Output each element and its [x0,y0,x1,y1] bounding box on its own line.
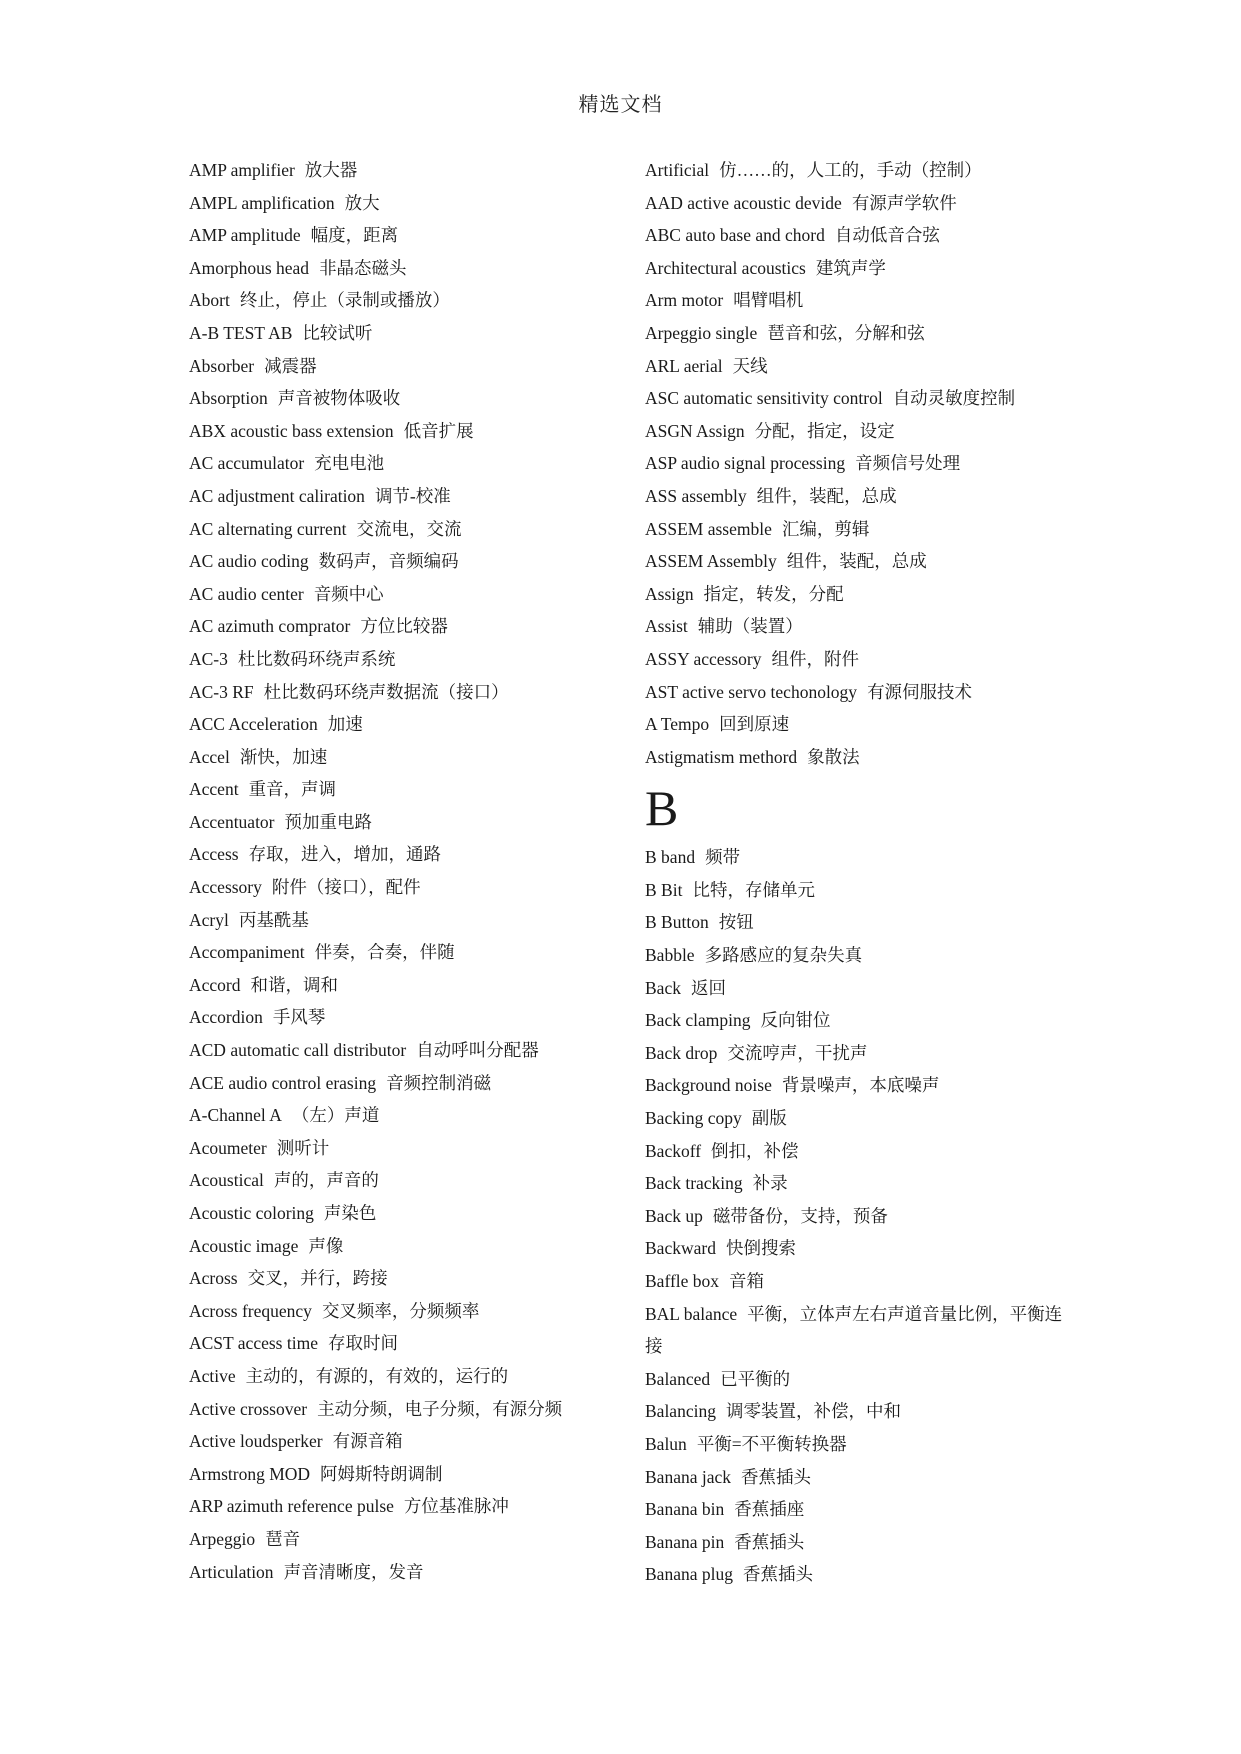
entry-term: Assist [645,616,688,637]
entry-term: AC audio coding [189,551,309,572]
glossary-entry [645,350,1075,383]
entry-term: ACD automatic call distributor [189,1040,407,1061]
entry-meaning: 比较试听 [302,322,373,343]
glossary-entry [189,350,629,383]
entry-term: B Button [645,912,709,933]
entry-term: AMPL amplification [189,192,335,213]
glossary-entry [645,1004,1075,1037]
entry-meaning: 声像 [308,1235,344,1256]
entry-meaning: 组件，附件 [771,648,859,669]
entry-term: Arm motor [645,290,724,311]
entry-meaning: 唱臂唱机 [733,290,804,311]
entry-term: AC-3 [189,648,228,669]
entry-meaning: 重音，声调 [248,779,337,800]
glossary-entry [189,1523,629,1556]
entry-meaning: 幅度，距离 [310,225,399,246]
glossary-entry [645,447,1075,480]
glossary-entry [189,284,629,317]
entry-term: Absorber [189,355,255,376]
entry-meaning: 反向钳位 [760,1010,831,1031]
glossary-entry [645,578,1075,611]
entry-term: B Bit [645,879,683,900]
glossary-entry [189,741,629,774]
glossary-entry [645,415,1075,448]
entry-meaning: 声染色 [323,1203,377,1223]
entry-meaning: 丙基酰基 [238,909,309,930]
entry-meaning: 频带 [705,847,741,868]
glossary-entry [645,1200,1075,1233]
entry-meaning: 方位基准脉冲 [403,1496,509,1517]
entry-term: ASS assembly [645,485,747,506]
entry-term: Acoustic coloring [189,1203,314,1223]
glossary-entry [189,187,629,220]
entry-term: AC accumulator [189,453,305,474]
glossary-entry [645,741,1075,774]
entry-meaning: 象散法 [807,746,860,767]
entry-meaning: 调零装置，补偿，中和 [725,1401,901,1422]
entry-term: Banana jack [645,1466,731,1487]
glossary-entry [189,1197,629,1230]
entry-meaning: 存取时间 [327,1333,398,1354]
entry-meaning: 副版 [751,1108,787,1129]
entry-meaning: 有源伺服技术 [867,681,973,702]
entry-term: Arpeggio single [645,322,758,343]
glossary-entry [645,513,1075,546]
glossary-entry [189,871,629,904]
glossary-entry [189,1132,629,1165]
entry-term: ASSY accessory [645,648,762,669]
entry-term: BAL balance [645,1303,738,1324]
right-entries-a [645,154,1075,773]
glossary-entry [189,904,629,937]
glossary-entry [189,447,629,480]
entry-term: Assign [645,583,694,604]
entry-term: Back up [645,1205,703,1226]
entry-term: AC azimuth comprator [189,616,351,637]
entry-meaning: 渐快，加速 [239,746,328,767]
entry-meaning: 声的，声音的 [273,1170,379,1191]
entry-term: Banana bin [645,1499,725,1520]
entry-meaning: 方位比较器 [360,616,448,637]
entry-term: Armstrong MOD [189,1463,311,1484]
entry-term: Balanced [645,1368,711,1389]
glossary-entry [645,1428,1075,1461]
entry-meaning: 音箱 [729,1271,765,1291]
glossary-entry [645,480,1075,513]
section-letter: B [645,780,679,837]
glossary-entry [189,936,629,969]
glossary-entry [189,219,629,252]
entry-term: ACST access time [189,1333,318,1354]
glossary-entry [645,1526,1075,1559]
entry-term: Balancing [645,1401,716,1422]
entry-meaning: 建筑声学 [815,257,886,278]
entry-meaning: 主动的，有源的，有效的，运行的 [245,1365,509,1386]
glossary-entry [189,610,629,643]
glossary-entry [645,841,1075,874]
entry-meaning: 测听计 [276,1137,330,1158]
glossary-entry [645,1167,1075,1200]
glossary-entry [189,1001,629,1034]
glossary-entry [189,578,629,611]
entry-term: Artificial [645,160,710,180]
glossary-entry [645,219,1075,252]
entry-term: Astigmatism methord [645,746,798,767]
glossary-entry [189,643,629,676]
glossary-entry [189,838,629,871]
entry-term: ACC Acceleration [189,714,318,735]
page-header: 精选文档 [578,94,663,116]
entry-meaning: 交叉频率，分频频率 [321,1300,480,1321]
entry-meaning: 声音被物体吸收 [277,388,401,409]
entry-meaning: 辅助（装置） [697,616,803,637]
entry-term: AC audio center [189,583,304,604]
glossary-entry [645,382,1075,415]
glossary-entry [645,1493,1075,1526]
entry-meaning: 已平衡的 [720,1368,791,1389]
glossary-entry [645,1461,1075,1494]
entry-term: Accessory [189,877,262,898]
glossary-entry [645,972,1075,1005]
entry-meaning: 平衡，立体声左右声道音量比例，平衡连接 [645,1303,1063,1357]
entry-term: Articulation [189,1561,274,1582]
entry-meaning: 交叉，并行，跨接 [247,1268,388,1289]
glossary-entry [189,252,629,285]
entry-term: Banana plug [645,1564,733,1585]
glossary-entry [645,1298,1075,1363]
entry-meaning: 自动呼叫分配器 [416,1040,539,1061]
entry-meaning: 补录 [752,1173,788,1194]
entry-term: Accel [189,746,230,767]
entry-term: AC adjustment caliration [189,485,365,506]
entry-meaning: 背景噪声，本底噪声 [781,1075,940,1096]
entry-meaning: 多路感应的复杂失真 [704,945,863,966]
entry-meaning: 倒扣，补偿 [711,1140,799,1161]
glossary-entry [645,154,1075,187]
entry-term: AC-3 RF [189,681,254,702]
entry-term: ASSEM Assembly [645,551,777,572]
entry-meaning: 主动分频，电子分频，有源分频 [317,1398,563,1419]
entry-term: A Tempo [645,714,710,735]
glossary-entry [645,284,1075,317]
entry-meaning: 充电电池 [314,453,385,474]
entry-term: Background noise [645,1075,772,1096]
glossary-entry [189,1295,629,1328]
entry-term: A-B TEST AB [189,322,293,343]
glossary-entry [645,1037,1075,1070]
entry-meaning: 指定，转发，分配 [703,583,844,604]
entry-term: Accent [189,779,239,800]
entry-term: ABC auto base and chord [645,225,825,246]
entry-meaning: 组件，装配，总成 [786,551,927,572]
glossary-entry [645,1069,1075,1102]
entry-term: Back clamping [645,1010,751,1031]
glossary-entry [189,773,629,806]
entry-meaning: 放大器 [304,160,358,180]
glossary-entry [189,1164,629,1197]
entry-term: Accompaniment [189,942,305,963]
entry-meaning: 比特，存储单元 [692,879,815,900]
glossary-entry [645,906,1075,939]
entry-term: Active crossover [189,1398,308,1419]
entry-meaning: 自动低音合弦 [834,225,940,246]
entry-term: Accordion [189,1007,263,1028]
entry-meaning: 快倒搜索 [725,1238,796,1259]
entry-term: Across [189,1268,238,1289]
glossary-entry [189,154,629,187]
entry-term: AMP amplitude [189,225,301,246]
entry-meaning: 终止，停止（录制或播放） [239,290,450,311]
glossary-entry [189,1360,629,1393]
entry-term: Back [645,977,681,998]
entry-meaning: 交流哼声，干扰声 [727,1042,868,1063]
entry-term: ARP azimuth reference pulse [189,1496,394,1517]
entry-term: Babble [645,945,695,966]
glossary-entry [189,317,629,350]
entry-term: Acoumeter [189,1137,267,1158]
entry-meaning: 自动灵敏度控制 [892,388,1016,409]
entry-term: Backoff [645,1140,702,1161]
entry-term: Accentuator [189,811,275,832]
glossary-entry [645,317,1075,350]
entry-term: Across frequency [189,1300,312,1321]
glossary-entry [645,1363,1075,1396]
entry-meaning: 分配，指定，设定 [754,420,895,441]
entry-term: Amorphous head [189,257,310,278]
glossary-entry [189,513,629,546]
entry-meaning: 音频中心 [313,583,384,604]
right-column [645,154,1075,1591]
glossary-entry [189,676,629,709]
entry-term: Architectural acoustics [645,257,806,278]
entry-term: ASSEM assemble [645,518,772,539]
glossary-entry [645,1232,1075,1265]
glossary-entry [645,1395,1075,1428]
entry-term: Backward [645,1238,716,1259]
glossary-entry [189,1067,629,1100]
glossary-entry [189,1327,629,1360]
glossary-entry [189,1034,629,1067]
entry-term: ABX acoustic bass extension [189,420,394,441]
entry-meaning: 交流电，交流 [356,518,462,539]
entry-term: Balun [645,1433,687,1454]
glossary-entry [189,1556,629,1589]
glossary-entry [645,252,1075,285]
entry-meaning: 手风琴 [272,1007,326,1028]
entry-term: ACE audio control erasing [189,1072,377,1093]
entry-meaning: 音频控制消磁 [386,1072,492,1093]
glossary-entry [189,1393,629,1426]
entry-term: AC alternating current [189,518,347,539]
entry-meaning: 回到原速 [719,714,790,735]
entry-meaning: 存取，进入，增加，通路 [248,844,442,865]
entry-term: Acoustical [189,1170,264,1191]
glossary-entry [189,1262,629,1295]
entry-meaning: （左）声道 [291,1105,380,1126]
glossary-entry [645,1558,1075,1591]
glossary-entry [645,610,1075,643]
entry-meaning: 琶音 [265,1528,301,1549]
entry-meaning: 声音清晰度，发音 [283,1561,424,1582]
entry-meaning: 非晶态磁头 [319,257,407,278]
entry-meaning: 香蕉插头 [741,1466,811,1487]
glossary-entry [189,545,629,578]
glossary-entry [645,1265,1075,1298]
entry-term: AST active servo techonology [645,681,858,702]
entry-term: AMP amplifier [189,160,295,180]
glossary-entry [189,480,629,513]
entry-term: Back tracking [645,1173,743,1194]
left-column [189,154,629,1588]
entry-term: Back drop [645,1042,718,1063]
entry-meaning: 附件（接口），配件 [271,877,421,898]
entry-meaning: 加速 [327,714,363,735]
entry-meaning: 放大 [344,192,380,213]
glossary-entry [189,415,629,448]
glossary-entry [645,676,1075,709]
entry-meaning: 预加重电路 [284,811,373,832]
glossary-entry [645,1102,1075,1135]
entry-term: Banana pin [645,1531,725,1552]
entry-term: B band [645,847,696,868]
glossary-entry [189,1099,629,1132]
entry-meaning: 调节-校准 [374,485,451,506]
entry-meaning: 香蕉插头 [734,1531,805,1552]
entry-term: ASP audio signal processing [645,453,846,474]
entry-meaning: 天线 [732,355,768,376]
glossary-entry [189,1490,629,1523]
entry-meaning: 琶音和弦，分解和弦 [767,322,925,343]
entry-meaning: 阿姆斯特朗调制 [320,1463,443,1484]
entry-term: A-Channel A [189,1105,282,1126]
entry-term: Backing copy [645,1108,742,1129]
entry-meaning: 有源声学软件 [851,192,957,213]
entry-term: Acoustic image [189,1235,299,1256]
entry-meaning: 杜比数码环绕声系统 [237,648,396,669]
entry-term: Access [189,844,239,865]
glossary-entry [645,545,1075,578]
entry-term: Abort [189,290,230,311]
glossary-entry [645,1135,1075,1168]
glossary-entry [189,382,629,415]
glossary-entry [645,874,1075,907]
entry-meaning: 杜比数码环绕声数据流（接口） [263,681,509,702]
entry-meaning: 磁带备份，支持，预备 [712,1205,888,1226]
entry-meaning: 音频信号处理 [855,453,961,474]
entry-term: ASGN Assign [645,420,745,441]
entry-meaning: 减震器 [264,355,317,376]
entry-meaning: 按钮 [718,912,754,933]
entry-term: Arpeggio [189,1528,256,1549]
entry-term: Active loudsperker [189,1431,323,1452]
entry-meaning: 数码声，音频编码 [318,551,459,572]
entry-term: Acryl [189,909,229,930]
entry-term: Baffle box [645,1271,720,1291]
entry-meaning: 低音扩展 [403,420,474,441]
entry-meaning: 香蕉插座 [734,1499,805,1520]
entry-meaning: 平衡=不平衡转换器 [696,1433,847,1454]
entry-meaning: 伴奏，合奏，伴随 [314,942,455,963]
glossary-entry [189,1425,629,1458]
entry-term: Absorption [189,388,268,409]
glossary-entry [189,708,629,741]
entry-meaning: 和谐，调和 [250,974,339,995]
glossary-entry [645,708,1075,741]
glossary-entry [645,643,1075,676]
glossary-entry [645,939,1075,972]
glossary-entry [189,1230,629,1263]
entry-meaning: 仿……的，人工的，手动（控制） [719,160,982,180]
entry-term: Accord [189,974,241,995]
glossary-entry [645,187,1075,220]
entry-term: ARL aerial [645,355,723,376]
entry-meaning: 有源音箱 [332,1431,403,1452]
entry-term: ASC automatic sensitivity control [645,388,883,409]
entry-meaning: 组件，装配，总成 [756,485,897,506]
entry-term: AAD active acoustic devide [645,192,842,213]
entry-term: Active [189,1365,236,1386]
glossary-entry [189,969,629,1002]
glossary-entry [189,806,629,839]
entry-meaning: 香蕉插头 [742,1564,813,1585]
entry-meaning: 汇编，剪辑 [781,518,870,539]
glossary-entry [189,1458,629,1491]
right-entries-b [645,841,1075,1591]
entry-meaning: 返回 [690,977,726,998]
